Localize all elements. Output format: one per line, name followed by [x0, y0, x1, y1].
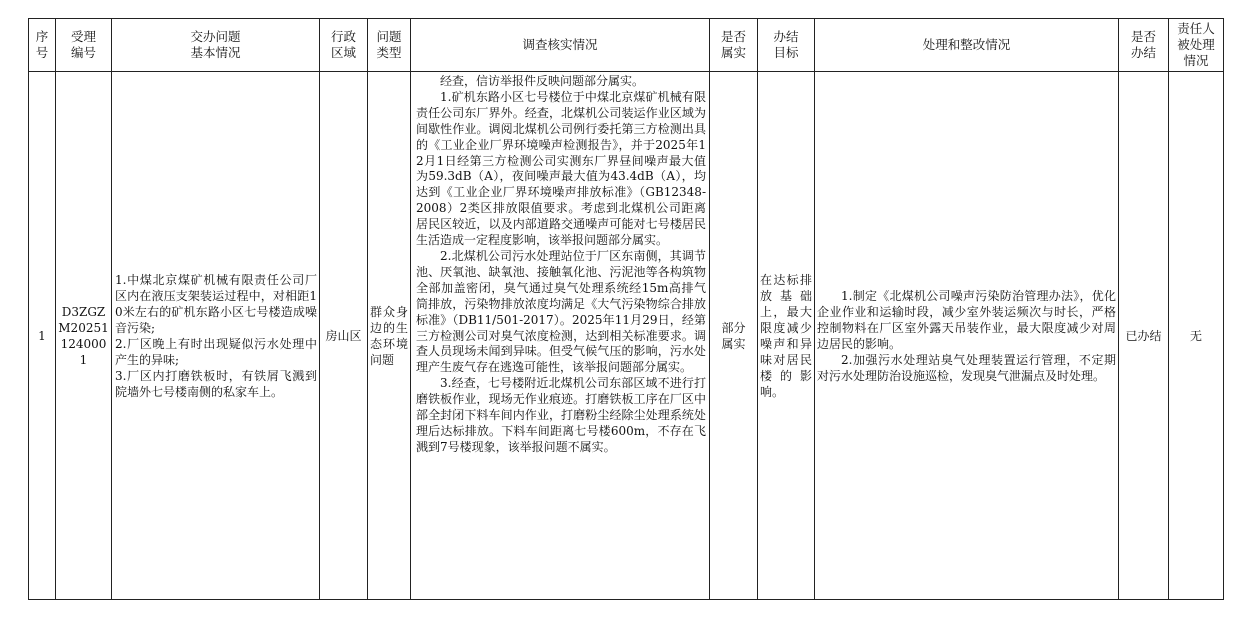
type-text: 群众身边的生态环境问题 — [370, 304, 408, 367]
header-rectification-line: 处理和整改情况 — [922, 37, 1011, 52]
header-completed — [1119, 19, 1169, 72]
rectification-paragraph: 1.制定《北煤机公司噪声污染防治管理办法》，优化企业作业和运输时段，减少室外装运频次与时长，严格控制物料在厂区室外露天吊装作业，最大限度减少对周边居民的影响。 — [817, 288, 1116, 351]
cell-target — [758, 72, 815, 600]
table-header — [29, 19, 1224, 72]
header-investigation — [411, 19, 710, 72]
cell-case-no: D3ZGZM202511240001 — [56, 72, 112, 600]
header-basic-line: 交办问题 — [190, 29, 241, 44]
investigation-paragraph: 2.北煤机公司污水处理站位于厂区东南侧，其调节池、厌氧池、缺氧池、接触氧化池、污泥池等各构筑物全部加盖密闭，臭气通过臭气处理系统经15m高排气筒排放，污染物排放浓度均满足《大气污染物综合排放标准》（DB11/501-2017）。2025年11月29日，经第三方检测公司对臭气浓度检测，达到相关标准要求。调查人员现场未闻到异味。但受气候气压的影响，污水处理产生废气存在逃逸可能性，该举报问题部分属实。 — [416, 248, 706, 375]
header-case-no-line: 受理 — [70, 29, 96, 44]
table-body — [29, 72, 1224, 600]
investigation-paragraph: 1.矿机东路小区七号楼位于中煤北京煤矿机械有限责任公司东厂界外。经查，北煤机公司装运作业区域为间歇性作业。调阅北煤机公司例行委托第三方检测出具的《工业企业厂界环境噪声检测报告》，并于2025年12月1日经第三方检测公司实测东厂界昼间噪声最大值为59.3dB（A），夜间噪声最大值为43.4dB（A），均达到《工业企业厂界环境噪声排放标准》（GB12348-2008）2类区排放限值要求。考虑到北煤机公司距离居民区较近，以及内部道路交通噪声可能对七号楼居民生活造成一定程度影响，该举报问题部分属实。 — [416, 89, 706, 248]
header-district-line: 区域 — [330, 45, 356, 60]
table-row — [29, 72, 1224, 600]
rectification-paragraph: 2.加强污水处理站臭气处理装置运行管理，不定期对污水处理防治设施巡检，发现臭气泄漏点及时处理。 — [817, 352, 1116, 383]
cell-verified — [710, 72, 758, 600]
header-type-line: 类型 — [376, 45, 402, 60]
header-district — [320, 19, 368, 72]
header-no — [29, 19, 56, 72]
header-verified-line: 属实 — [720, 45, 746, 60]
investigation-paragraph: 3.经查，七号楼附近北煤机公司东部区域不进行打磨铁板作业，现场无作业痕迹。打磨铁板工序在厂区中部全封闭下料车间内作业，打磨粉尘经除尘处理系统处理后达标排放。下料车间距离七号楼600m，不存在飞溅到7号楼现象，该举报问题不属实。 — [416, 376, 706, 454]
header-rectification — [815, 19, 1119, 72]
basic-paragraph: 1.中煤北京煤矿机械有限责任公司厂区内在液压支架装运过程中，对相距10米左右的矿机东路小区七号楼造成噪音污染; — [115, 272, 317, 335]
header-verified — [710, 19, 758, 72]
target-text: 在达标排放基础上，最大限度减少噪声和异味对居民楼的影响。 — [760, 272, 812, 399]
basic-paragraph: 2.厂区晚上有时出现疑似污水处理中产生的异味; — [115, 336, 317, 367]
header-investigation-line: 调查核实情况 — [522, 37, 598, 52]
cell-district: 房山区 — [320, 72, 368, 600]
cell-no: 1 — [29, 72, 56, 600]
header-basic — [112, 19, 320, 72]
header-district-line: 行政 — [330, 29, 356, 44]
header-type — [368, 19, 411, 72]
basic-paragraph: 3.厂区内打磨铁板时，有铁屑飞溅到院墙外七号楼南侧的私家车上。 — [115, 368, 317, 399]
header-accountability-line: 被处理 — [1177, 37, 1215, 52]
header-case-no-line: 编号 — [70, 45, 96, 60]
header-target-line: 目标 — [773, 45, 799, 60]
header-row — [29, 19, 1224, 72]
cell-rectification — [815, 72, 1119, 600]
header-completed-line: 是否 — [1130, 29, 1156, 44]
header-basic-line: 基本情况 — [190, 45, 241, 60]
header-target — [758, 19, 815, 72]
cell-completed: 已办结 — [1119, 72, 1169, 600]
header-completed-line: 办结 — [1130, 45, 1156, 60]
header-no-line: 序 — [35, 29, 49, 44]
header-no-line: 号 — [35, 45, 49, 60]
header-verified-line: 是否 — [720, 29, 746, 44]
investigation-paragraph: 经查，信访举报件反映问题部分属实。 — [440, 74, 645, 88]
verified-text: 部分属实 — [721, 320, 746, 351]
header-case-no — [56, 19, 112, 72]
cell-type — [368, 72, 411, 600]
header-accountability-line: 情况 — [1183, 53, 1209, 68]
header-accountability-line: 责任人 — [1177, 21, 1215, 36]
cell-basic — [112, 72, 320, 600]
header-type-line: 问题 — [376, 29, 402, 44]
header-accountability — [1169, 19, 1224, 72]
header-target-line: 办结 — [773, 29, 799, 44]
cell-accountability: 无 — [1169, 72, 1224, 600]
report-table — [28, 18, 1224, 600]
cell-investigation — [411, 72, 710, 600]
